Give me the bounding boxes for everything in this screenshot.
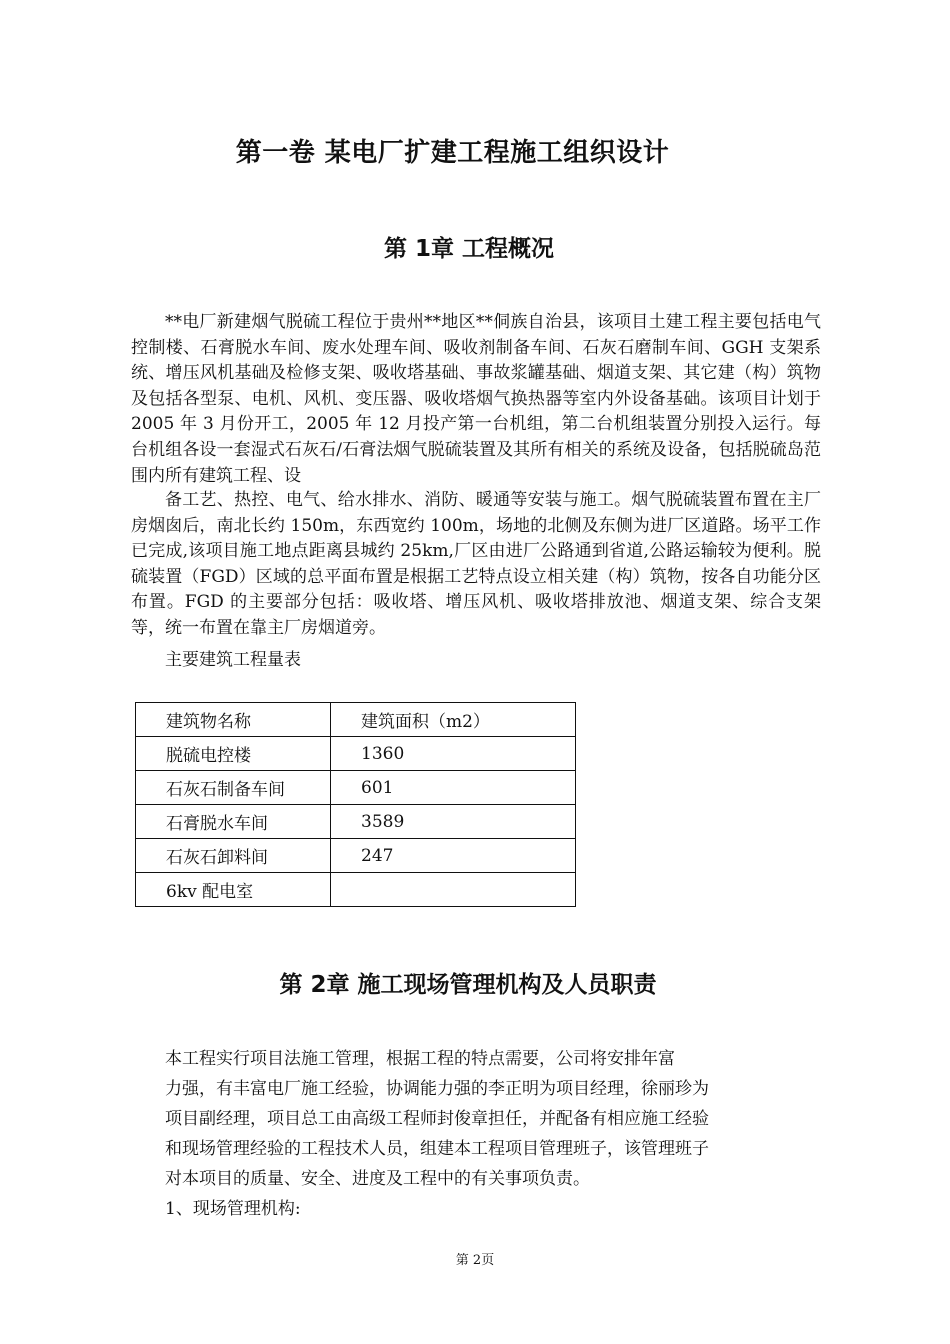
chapter-2-title: 第 2章 施工现场管理机构及人员职责 [279, 972, 657, 998]
building-area-cell: 247 [331, 839, 576, 873]
chapter-2-line: 本工程实行项目法施工管理，根据工程的特点需要，公司将安排年富 [165, 1049, 675, 1069]
header-building-area: 建筑面积（m2） [331, 703, 576, 737]
chapter-2-line: 项目副经理，项目总工由高级工程师封俊章担任，并配备有相应施工经验 [165, 1109, 709, 1129]
chapter-1-paragraph-2: 备工艺、热控、电气、给水排水、消防、暖通等安装与施工。烟气脱硫装置布置在主厂房烟囱后，南北长约 150m，东西宽约 100m，场地的北侧及东侧为进厂区道路。场平工作已完成,该项目施工地点距离县城约 25km,厂区由进厂公路通到省道,公路运输较为便利。脱硫装置（FGD）区域的总平面布置是根据工艺特点设立相关建（构）筑物，按各自功能分区布置。FGD 的主要部分包括：吸收塔、增压风机、吸收塔排放池、烟道支架、综合支架等，统一布置在靠主厂房烟道旁。 [131, 490, 821, 638]
chapter-1-paragraph-1: **电厂新建烟气脱硫工程位于贵州**地区**侗族自治县，该项目土建工程主要包括电气控制楼、石膏脱水车间、废水处理车间、吸收剂制备车间、石灰石磨制车间、GGH 支架系统、增压风机基础及检修支架、吸收塔基础、事故浆罐基础、烟道支架、其它建（构）筑物及包括各型泵、电机、风机、变压器、吸收塔烟气换热器等室内外设备基础。该项目计划于 2005 年 3 月份开工，2005 年 12 月投产第一台机组，第二台机组装置分别投入运行。每台机组各设一套湿式石灰石/石膏法烟气脱硫装置及其所有相关的系统及设备，包括脱硫岛范围内所有建筑工程、设 [131, 312, 821, 486]
building-quantity-table [135, 702, 576, 907]
table-caption: 主要建筑工程量表 [165, 650, 301, 670]
chapter-2-line: 对本项目的质量、安全、进度及工程中的有关事项负责。 [165, 1169, 590, 1189]
page-number: 第 2页 [455, 1253, 495, 1268]
table-row [136, 873, 576, 907]
building-name-cell: 石膏脱水车间 [136, 805, 331, 839]
chapter-2-line: 和现场管理经验的工程技术人员，组建本工程项目管理班子，该管理班子 [165, 1139, 709, 1159]
building-name-cell: 脱硫电控楼 [136, 737, 331, 771]
building-area-cell [331, 873, 576, 907]
building-area-cell: 601 [331, 771, 576, 805]
chapter-2-line: 力强，有丰富电厂施工经验，协调能力强的李正明为项目经理，徐丽珍为 [165, 1079, 709, 1099]
table-row [136, 771, 576, 805]
table-header-row [136, 703, 576, 737]
table-row [136, 805, 576, 839]
volume-title: 第一卷 某电厂扩建工程施工组织设计 [235, 138, 670, 168]
building-area-cell: 3589 [331, 805, 576, 839]
table-row [136, 737, 576, 771]
building-name-cell: 石灰石卸料间 [136, 839, 331, 873]
chapter-1-title: 第 1章 工程概况 [383, 236, 555, 262]
building-name-cell: 石灰石制备车间 [136, 771, 331, 805]
header-building-name: 建筑物名称 [136, 703, 331, 737]
building-name-cell: 6kv 配电室 [136, 873, 331, 907]
section-heading-site-org: 1、现场管理机构: [165, 1199, 301, 1219]
building-area-cell: 1360 [331, 737, 576, 771]
table-row [136, 839, 576, 873]
